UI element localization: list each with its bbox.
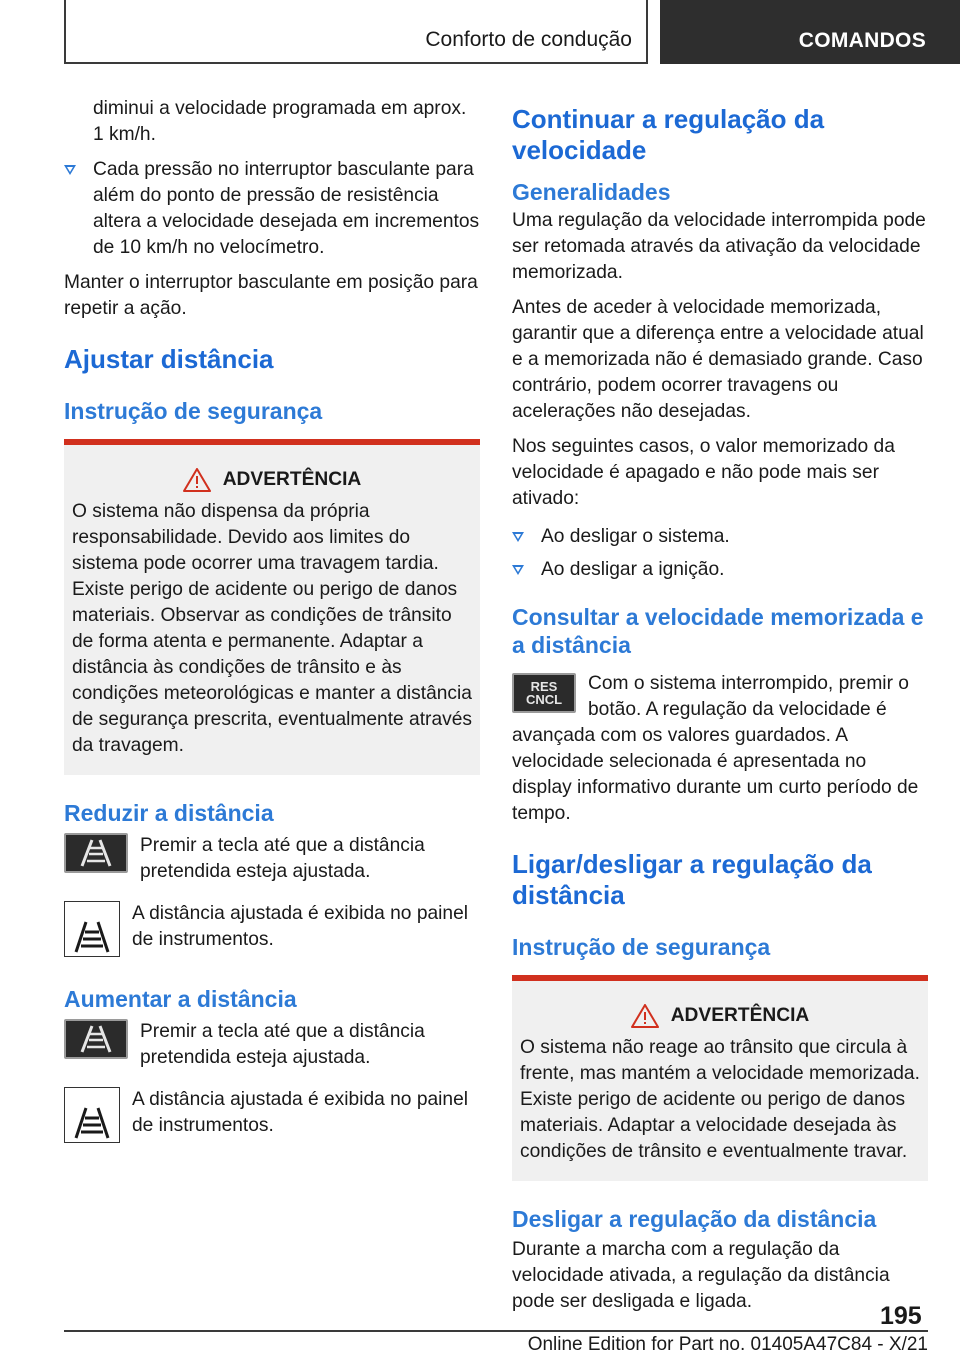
general-paragraph-3: Nos seguintes casos, o valor memorizado da velocidade é apagado e não pode mais ser ativado: <box>512 436 895 509</box>
reduce-button-text: Premir a tecla até que a distância pretendida esteja ajustada. <box>140 835 425 882</box>
distance-display-icon <box>64 1087 120 1143</box>
warning-title <box>520 1003 920 1029</box>
turnoff-paragraph: Durante a marcha com a regulação da velocidade ativada, a regulação da distância pode ser desligada e ligada. <box>512 1239 890 1312</box>
footer-edition: Online Edition for Part no. 01405A47C84 - X/21 <box>527 1334 928 1355</box>
increase-button-paragraph <box>64 1019 480 1071</box>
warning-text: O sistema não reage ao trânsito que circula à frente, mas mantém a velocidade memorizada. Existe perigo de acidente ou perigo de danos materiais. Adaptar a velocidade desejada às condições de trânsito e eventualmente travar. <box>520 1037 920 1162</box>
general-paragraph-1: Uma regulação da velocidade interrompida pode ser retomada através da ativação da velocidade memorizada. <box>512 210 926 283</box>
warning-box <box>64 439 480 775</box>
increase-display-text: A distância ajustada é exibida no painel de instrumentos. <box>132 1089 469 1136</box>
distance-decrease-button-icon <box>64 833 128 873</box>
header-chapter-title: COMANDOS <box>798 29 926 52</box>
bullet-triangle-icon <box>512 532 524 542</box>
bullet-text: Ao desligar a ignição. <box>541 559 725 580</box>
res-cncl-button-icon <box>512 673 576 713</box>
page-number: 195 <box>880 1302 922 1330</box>
bullet-item <box>512 524 928 550</box>
header-section-box <box>64 0 648 64</box>
heading-safety-instruction: Instrução de segurança <box>512 934 771 960</box>
bullet-text: Ao desligar o sistema. <box>541 526 730 547</box>
warning-title <box>72 467 472 493</box>
header-chapter-box <box>660 0 960 64</box>
heading-continue-speed: Continuar a regulação da velocidade <box>512 104 825 165</box>
bullet-triangle-icon <box>512 565 524 575</box>
heading-adjust-distance: Ajustar distância <box>64 344 274 374</box>
heading-increase-distance: Aumentar a distância <box>64 986 297 1012</box>
res-label: RES <box>530 679 558 694</box>
hold-paragraph: Manter o interruptor basculante em posição para repetir a ação. <box>64 272 478 319</box>
heading-safety-instruction: Instrução de segurança <box>64 398 323 424</box>
warning-title-text: ADVERTÊNCIA <box>670 1005 810 1026</box>
warning-text: O sistema não dispensa da própria responsabilidade. Devido aos limites do sistema pode ocorrer uma travagem tardia. Existe perigo de acidente ou perigo de danos materiais. Observar as condições de trânsito de forma atenta e permanente. Adaptar a distância às condições de trânsito e às condições meteorológicas e manter a distância de segurança prescrita, eventualmente através da travagem. <box>72 501 472 756</box>
increase-button-text: Premir a tecla até que a distância pretendida esteja ajustada. <box>140 1021 425 1068</box>
heading-distance-onoff: Ligar/desligar a regulação da distância <box>512 849 872 910</box>
warning-title-text: ADVERTÊNCIA <box>222 469 362 490</box>
intro-continuation: diminui a velocidade programada em aprox. 1 km/h. <box>93 98 467 145</box>
consult-text: Com o sistema interrompido, premir o botão. A regulação da velocidade é avançada com os valores guardados. A velocidade selecionada é apresentada no display informativo durante um curto período de tempo. <box>512 673 919 824</box>
consult-paragraph <box>512 671 928 827</box>
cncl-label: CNCL <box>525 692 563 707</box>
warning-box <box>512 975 928 1181</box>
heading-general: Generalidades <box>512 179 671 205</box>
footer-divider <box>64 1330 928 1332</box>
heading-consult-speed-distance: Consultar a velocidade memorizada e a distância <box>512 604 924 658</box>
increase-display-paragraph <box>64 1087 480 1143</box>
left-column <box>64 96 480 1143</box>
bullet-item <box>512 557 928 583</box>
warning-triangle-icon <box>631 1004 659 1028</box>
general-paragraph-2: Antes de aceder à velocidade memorizada, garantir que a diferença entre a velocidade atual e a memorizada não é demasiado grande. Caso contrário, podem ocorrer travagens ou acelerações não desejadas. <box>512 297 924 422</box>
reduce-display-paragraph <box>64 901 480 957</box>
bullet-text: Cada pressão no interruptor basculante para além do ponto de pressão de resistência altera a velocidade desejada em incrementos de 10 km/h no velocímetro. <box>93 159 480 258</box>
heading-reduce-distance: Reduzir a distância <box>64 800 274 826</box>
warning-triangle-icon <box>183 468 211 492</box>
bullet-triangle-icon <box>64 165 76 175</box>
distance-display-icon <box>64 901 120 957</box>
distance-increase-button-icon <box>64 1019 128 1059</box>
heading-turn-off-distance: Desligar a regulação da distância <box>512 1206 877 1232</box>
reduce-button-paragraph <box>64 833 480 885</box>
header-section-title: Conforto de condução <box>425 28 632 51</box>
bullet-item <box>64 157 480 261</box>
right-column <box>512 96 928 1315</box>
reduce-display-text: A distância ajustada é exibida no painel de instrumentos. <box>132 903 469 950</box>
